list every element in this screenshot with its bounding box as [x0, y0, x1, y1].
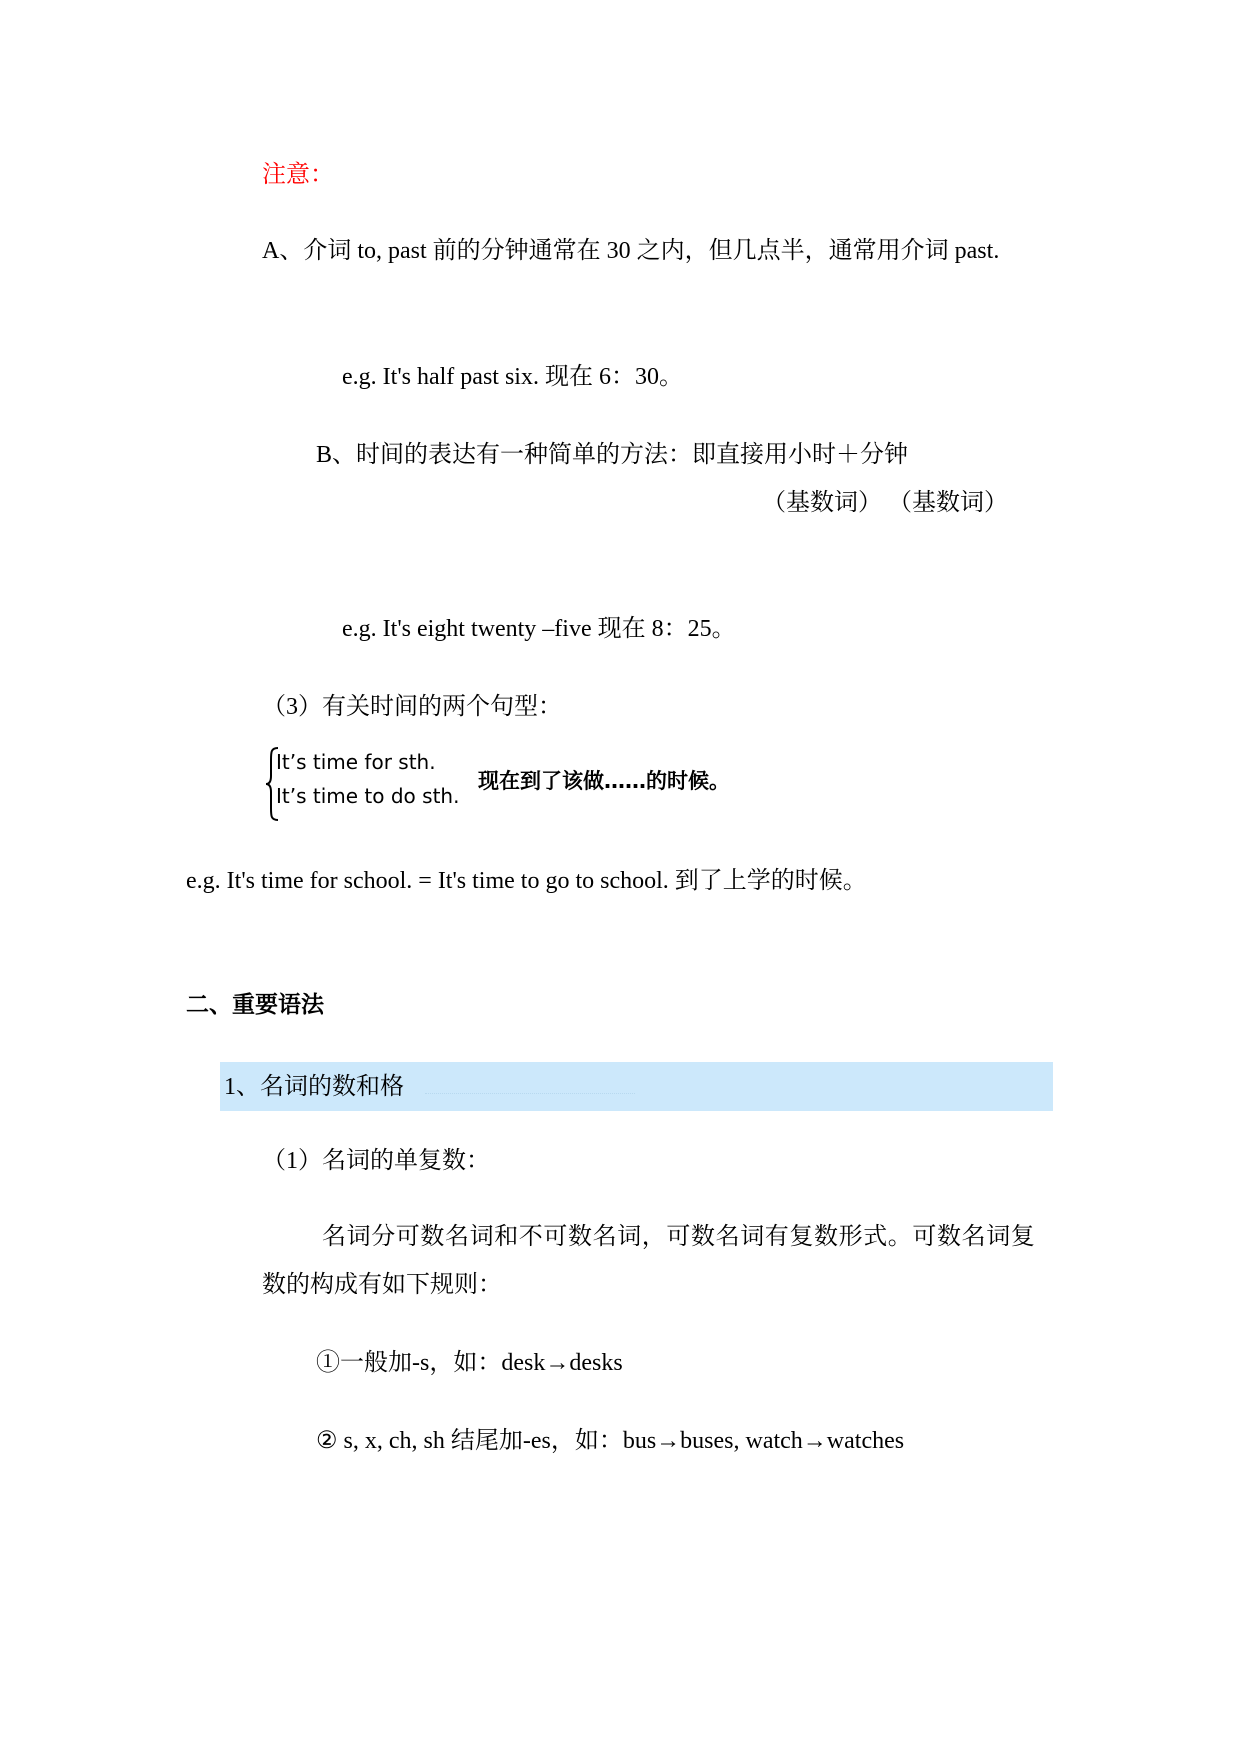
- pattern-line-1: It’s time for sth.: [276, 750, 436, 774]
- paragraph-line-2: 数的构成有如下规则：: [262, 1272, 502, 1298]
- note-a: A、介词 to, past 前的分钟通常在 30 之内，但几点半，通常用介词 past.: [262, 238, 1000, 264]
- paragraph-line-1: 名词分可数名词和不可数名词，可数名词有复数形式。可数名词复: [322, 1224, 1036, 1250]
- item3-title: （3）有关时间的两个句型：: [262, 694, 562, 720]
- note-b-annotation: （基数词） （基数词）: [762, 490, 1008, 516]
- dotted-rule: [425, 1093, 635, 1094]
- pattern-line-2: It’s time to do sth.: [276, 784, 460, 808]
- example-3: e.g. It's time for school. = It's time to go to school. 到了上学的时候。: [186, 868, 867, 894]
- subsection-heading: 1、名词的数和格: [224, 1074, 404, 1100]
- rule-2: ② s, x, ch, sh 结尾加-es，如：bus→buses, watch→watches: [316, 1428, 905, 1454]
- sentence-pattern-image: [264, 740, 784, 824]
- rule-1: ①一般加-s，如：desk→desks: [316, 1350, 623, 1376]
- example-b: e.g. It's eight twenty –five 现在 8：25。: [342, 616, 736, 642]
- pattern-meaning: 现在到了该做……的时候。: [478, 769, 730, 793]
- subsection-heading-bar: [220, 1062, 1053, 1111]
- note-title: 注意：: [262, 162, 334, 188]
- example-a: e.g. It's half past six. 现在 6：30。: [342, 364, 683, 390]
- item1-title: （1）名词的单复数：: [262, 1148, 490, 1174]
- section-title: 二、重要语法: [186, 992, 324, 1018]
- note-b: B、时间的表达有一种简单的方法：即直接用小时＋分钟: [316, 442, 909, 468]
